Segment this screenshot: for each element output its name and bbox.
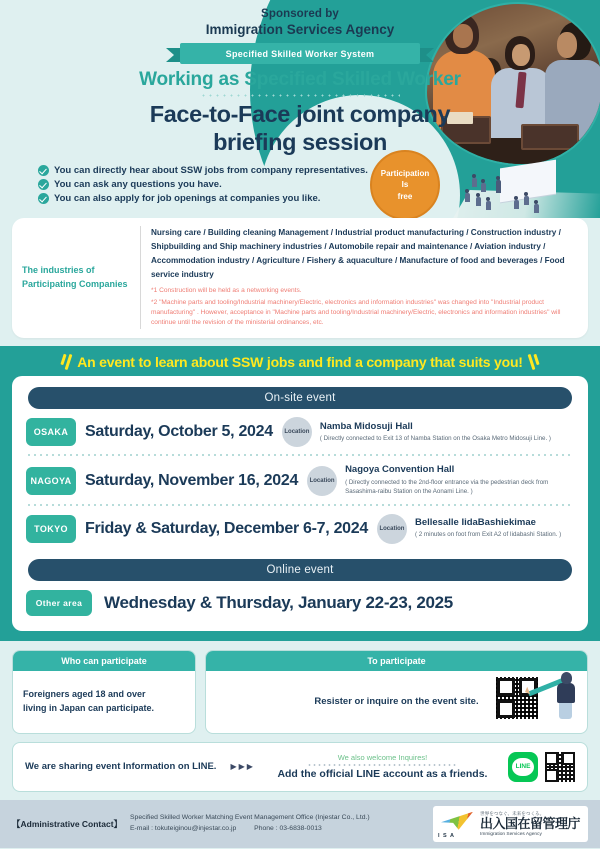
header-bullet-list <box>38 165 600 204</box>
location-label: Location <box>284 429 310 436</box>
industries-section <box>0 218 600 338</box>
poster-header <box>0 0 600 218</box>
line-dotted-rule <box>307 764 457 766</box>
free-badge-line-2: Is <box>401 180 409 190</box>
to-card-text: Resister or inquire on the event site. <box>314 696 479 708</box>
isa-logo <box>433 806 588 842</box>
venue-block-tokyo <box>415 517 561 540</box>
city-badge-other-area: Other area <box>26 590 92 616</box>
industries-note-2: *2 "Machine parts and tooling/Industrial machinery/Electric, electronics and information industries" was changed into "Industrial product manufacturing" . However, acceptance in "Machine parts and tooling/Industrial machinery/Electric, electronics and information industries" will continue until the revision of the ministerial ordinances, etc. <box>151 299 561 326</box>
paper-plane-shape <box>441 812 473 830</box>
location-label: Location <box>309 477 335 484</box>
venue-access-tokyo: ( 2 minutes on foot from Exit A2 of Iidabashi Station. ) <box>414 531 562 539</box>
dotted-separator <box>200 94 400 97</box>
line-bubble <box>512 758 534 776</box>
ribbon-label: Specified Skilled Worker System <box>225 48 375 59</box>
event-date-online: Wednesday & Thursday, January 22-23, 2025 <box>104 592 453 612</box>
person-body <box>557 683 575 703</box>
who-card-header <box>13 651 195 671</box>
event-row-osaka <box>22 409 578 454</box>
venue-name-nagoya: Nagoya Convention Hall <box>345 464 455 476</box>
administrative-contact-label: 【Administrative Contact】 <box>12 818 123 829</box>
list-item <box>38 165 600 176</box>
line-logo-text: LINE <box>515 763 531 771</box>
free-badge-line-3: free <box>397 191 413 201</box>
ribbon-body <box>180 43 420 64</box>
management-office: Specified Skilled Worker Matching Event Management Office (Injestar Co., Ltd.) <box>130 813 370 821</box>
arrows-icon: ▶▶▶ <box>230 762 255 772</box>
venue-access-osaka: ( Directly connected to Exit 13 of Namba Station on the Osaka Metro Midosuji Line. ) <box>319 435 551 443</box>
venue-access-nagoya: ( Directly connected to the 2nd-floor entrance via the pedestrian deck from Sasashima-raibu Station on the Aonami Line. ) <box>345 478 549 495</box>
poster-footer <box>0 800 600 848</box>
events-banner-text: An event to learn about SSW jobs and find a company that suits you! <box>77 354 523 371</box>
list-item <box>38 193 600 204</box>
check-circle-icon <box>38 179 49 190</box>
industries-label-line-1: The industries of <box>22 265 95 276</box>
who-card-body <box>13 671 195 733</box>
line-account-card <box>12 742 588 792</box>
participate-cards-row <box>12 650 588 734</box>
to-participate-card <box>205 650 588 734</box>
event-site-qr-code[interactable] <box>495 676 539 720</box>
event-row-tokyo <box>22 506 578 551</box>
event-date-tokyo: Friday & Saturday, December 6-7, 2024 <box>85 519 368 537</box>
isa-plane-icon <box>438 809 476 839</box>
free-badge-line-1: Participation <box>380 168 430 178</box>
poster-main-title <box>85 101 515 156</box>
city-badge-tokyo: TOKYO <box>26 515 76 543</box>
isa-text-block <box>476 811 580 837</box>
location-icon <box>282 417 312 447</box>
system-ribbon <box>166 43 434 64</box>
who-card-header-text: Who can participate <box>61 655 147 666</box>
location-icon <box>307 466 337 496</box>
industries-note-1: *1 Construction will be held as a networking events. <box>151 287 302 295</box>
online-event-header <box>28 559 572 581</box>
illustration-attendee <box>534 204 539 213</box>
city-badge-nagoya: NAGOYA <box>26 467 76 495</box>
industries-card <box>12 218 588 338</box>
venue-block-nagoya <box>345 464 576 496</box>
line-middle-block <box>265 753 500 780</box>
sponsored-by-label: Sponsored by <box>261 8 339 20</box>
onsite-event-header-text: On-site event <box>264 392 336 405</box>
pencil-person-illustration <box>541 669 585 721</box>
who-card-text <box>23 688 154 715</box>
location-label: Location <box>379 525 405 532</box>
to-card-header-text: To participate <box>367 655 426 666</box>
who-card-line-1: Foreigners aged 18 and over <box>23 689 146 700</box>
events-banner <box>0 352 600 376</box>
list-item <box>38 179 600 190</box>
who-can-participate-card <box>12 650 196 734</box>
check-circle-icon <box>38 193 49 204</box>
who-card-line-2: living in Japan can participate. <box>23 702 155 713</box>
industries-list: Nursing care / Building cleaning Management / Industrial product manufacturing / Construction industry / Shipbuilding and Ship machinery industries / Automobile repair and maintenance / Aviation industry / Accommodation industry / Agriculture / Fishery & aquaculture / Manufacture of food and beverages / Food service industry <box>151 228 565 280</box>
line-logo-icon[interactable] <box>508 752 538 782</box>
isa-japanese-name: 出入国在留管理庁 <box>480 815 581 831</box>
isa-english-name: Immigration Services Agency <box>480 831 542 837</box>
qr-finder-bottom-left <box>497 700 515 718</box>
city-badge-osaka: OSAKA <box>26 418 76 446</box>
to-card-header <box>206 651 587 671</box>
onsite-event-header <box>28 387 572 409</box>
event-date-osaka: Saturday, October 5, 2024 <box>85 423 273 441</box>
event-date-nagoya: Saturday, November 16, 2024 <box>85 471 299 489</box>
slash-left-icon <box>62 354 70 370</box>
agency-name: Immigration Services Agency <box>205 22 395 37</box>
venue-name-osaka: Namba Midosuji Hall <box>319 420 413 432</box>
line-add-friend-text: Add the official LINE account as a friends. <box>277 768 488 781</box>
header-text-block <box>0 0 600 204</box>
header-tagline: Working as Specified Skilled Worker <box>139 69 461 90</box>
line-inquiry-text: We also welcome Inquires! <box>337 753 428 763</box>
industries-label <box>22 226 141 329</box>
bullet-text: You can ask any questions you have. <box>54 179 222 191</box>
online-event-header-text: Online event <box>266 563 334 576</box>
industries-label-text <box>22 264 128 291</box>
industries-body <box>141 226 578 329</box>
contact-phone: Phone : 03-6838-0013 <box>254 824 322 832</box>
bullet-text: You can also apply for job openings at companies you like. <box>54 193 321 205</box>
participate-section <box>0 641 600 800</box>
venue-name-tokyo: Bellesalle IidaBashiekimae <box>414 517 536 529</box>
line-qr-code[interactable] <box>545 752 575 782</box>
participation-free-badge <box>370 150 440 218</box>
events-section <box>0 346 600 640</box>
title-line-2: briefing session <box>213 128 387 155</box>
slash-right-icon <box>530 354 538 370</box>
bullet-text: You can directly hear about SSW jobs from company representatives. <box>54 165 368 177</box>
event-row-nagoya <box>22 456 578 503</box>
isa-abbreviation: I S A <box>438 832 456 839</box>
events-card <box>12 376 588 630</box>
person-head <box>561 672 572 684</box>
to-card-body <box>206 671 587 733</box>
isa-tagline: 世界をつなぐ、未来をつくる。 <box>480 810 545 816</box>
title-line-1: Face-to-Face joint company <box>149 101 451 127</box>
industries-label-line-2: Participating Companies <box>22 278 128 289</box>
event-row-online <box>22 581 578 620</box>
line-sharing-text: We are sharing event Information on LINE. <box>25 761 217 773</box>
check-circle-icon <box>38 165 49 176</box>
qr-finder-bottom-left <box>545 769 558 782</box>
location-icon <box>377 514 407 544</box>
person-legs <box>559 702 572 719</box>
contact-info-block <box>124 813 433 835</box>
contact-email: E-mail : tokuteiginou@injestar.co.jp <box>130 824 237 832</box>
contact-row <box>130 824 433 835</box>
venue-block-osaka <box>320 421 551 444</box>
